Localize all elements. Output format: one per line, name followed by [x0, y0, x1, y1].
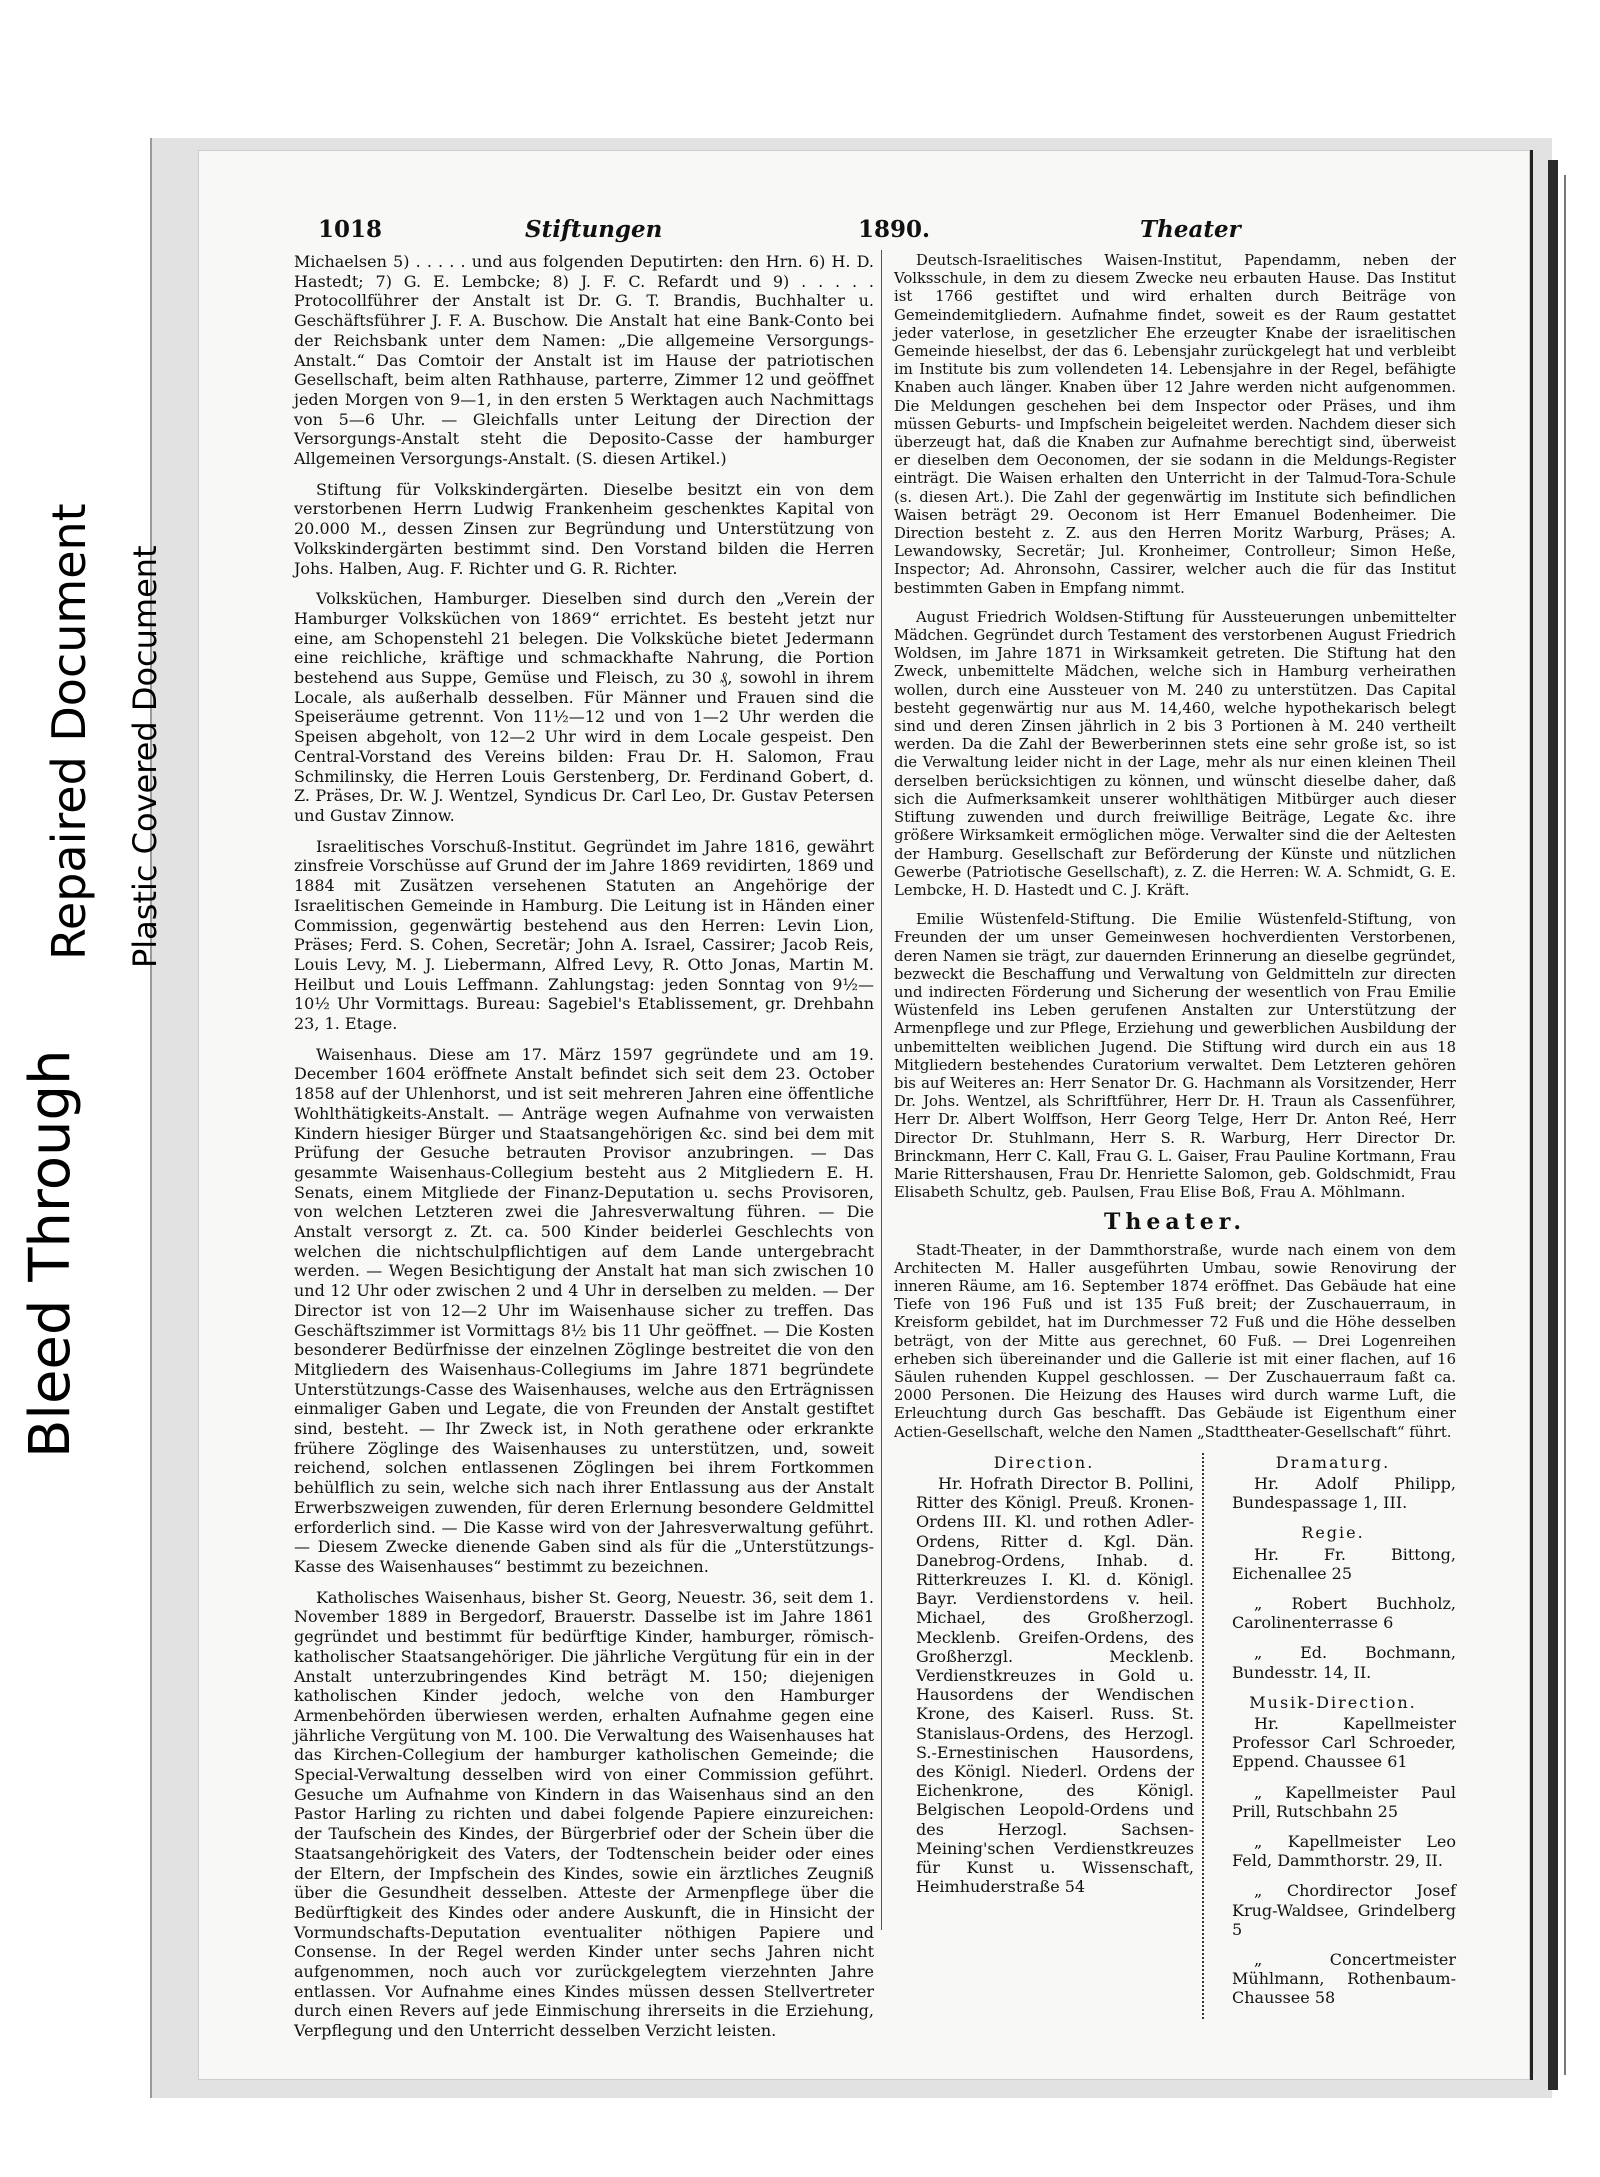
musik-entry: „ Concertmeister Mühlmann, Rothenbaum-Chaussee 58: [1232, 1950, 1456, 2008]
section-heading-theater: Theater.: [1103, 1209, 1246, 1236]
musik-entry: Hr. Kapellmeister Professor Carl Schroeder, Eppend. Chaussee 61: [1232, 1714, 1456, 1772]
regie-heading: Regie.: [1301, 1523, 1365, 1543]
musik-heading: Musik-Direction.: [1249, 1692, 1417, 1712]
paragraph-wuestenfeld-stiftung: Emilie Wüstenfeld-Stiftung. Die Emilie Wüstenfeld-Stiftung, von Freunden der um unser Gemeinwesen hochverdienten Verstorbenen, deren Namen sie trägt, zur dauernden Erinnerung an dieselbe gegründet, bezweckt die Beschaffung und Verwaltung von Geldmitteln zur directen und indirecten Förderung und Sicherung der wesentlich von Frau Emilie Wüstenfeld ins Leben gerufenen Anstalten zur Unterstützung der Armenpflege und zur Pflege, Erziehung und gewerblichen Ausbildung der unbemittelten weiblichen Jugend. Die Stiftung wird durch ein aus 18 Mitgliedern bestehendes Curatorium verwaltet. Dem Letzteren gehören bis auf Weiteres an: Herr Senator Dr. G. Hachmann als Vorsitzender, Herr Dr. Johs. Wentzel, als Schriftführer, Herr Dr. H. Traun als Cassenführer, Herr Dr. Albert Wolffson, Herr Georg Telge, Herr Dr. Anton Reé, Herr Director Dr. Stuhlmann, Herr S. R. Warburg, Herr Director Dr. Brinckmann, Herr C. Kall, Frau G. L. Gaiser, Frau Pauline Kortmann, Frau Marie Rittershausen, Frau Dr. Henriette Salomon, geb. Goldschmidt, Frau Elisabeth Schultz, geb. Paulsen, Frau Elise Boß, Frau A. Möhlmann.: [894, 911, 1456, 1202]
direction-heading: Direction.: [993, 1452, 1095, 1472]
left-column: [294, 252, 874, 2052]
musik-entry: „ Kapellmeister Leo Feld, Dammthorstr. 29, II.: [1232, 1832, 1456, 1871]
running-head-right: Theater: [1140, 216, 1241, 243]
staff-other-column: [1204, 1453, 1456, 2019]
page-number: 1018: [318, 216, 383, 243]
page-edge-shadow: [1548, 160, 1558, 2090]
label-repaired-document: Repaired Document: [42, 503, 96, 960]
regie-entry: „ Robert Buchholz, Carolinenterrasse 6: [1232, 1594, 1456, 1633]
page-edge-line: [1564, 175, 1566, 2075]
running-head-year: 1890.: [858, 216, 931, 243]
paragraph-waisen-institut: Deutsch-Israelitisches Waisen-Institut, Papendamm, neben der Volksschule, in dem zu diesem Zwecke neu erbauten Hause. Das Institut ist 1766 gestiftet und wird erhalten durch Beiträge von Gemeindemitgliedern. Aufnahme findet, soweit es der Raum gestattet jeder vaterlose, in gesetzlicher Ehe erzeugter Knabe der israelitischen Gemeinde hieselbst, der das 6. Lebensjahr zurückgelegt hat und verbleibt im Institute bis zum vollendeten 14. Lebensjahre in der Regel, befähigte Knaben auch länger. Knaben über 12 Jahre werden nicht aufgenommen. Die Meldungen geschehen bei dem Inspector oder Präses, und ihm müssen Geburts- und Impfschein beigeleitet werden. Nachdem dieser sich überzeugt hat, daß die Knaben zur Aufnahme berechtigt sind, überweist er dieselben dem Oeconomen, der sie sodann in die Meldungs-Register einträgt. Die Waisen erhalten den Unterricht in der Talmud-Tora-Schule (s. diesen Art.). Die Zahl der gegenwärtig im Institute sich befindlichen Waisen beträgt 29. Oeconom ist Herr Emanuel Bodenheimer. Die Direction besteht z. Z. aus den Herren Moritz Warburg, Präses; A. Lewandowsky, Secretär; Jul. Kronheimer, Controlleur; Simon Heße, Inspector; Ad. Ahronsohn, Cassirer, welcher auch die für das Institut bestimmten Gaben in Empfang nimmt.: [894, 252, 1456, 597]
musik-entry: „ Chordirector Josef Krug-Waldsee, Grindelberg 5: [1232, 1881, 1456, 1939]
label-bleed-through: Bleed Through: [18, 1049, 83, 1458]
musik-entry: „ Kapellmeister Paul Prill, Rutschbahn 25: [1232, 1782, 1456, 1821]
running-head-left: Stiftungen: [525, 216, 663, 243]
dramaturg-heading: Dramaturg.: [1275, 1452, 1391, 1472]
paragraph-volkskuechen: Volksküchen, Hamburger. Dieselben sind durch den „Verein der Hamburger Volksküchen von 1869“ errichtet. Es besteht jetzt nur eine, am Schopenstehl 21 belegen. Die Volksküche bietet Jedermann eine reichliche, kräftige und schmackhafte Nahrung, die Portion bestehend aus Suppe, Gemüse und Fleisch, zu 30 ₰, sowohl in ihrem Locale, als außerhalb desselben. Für Männer und Frauen sind die Speiseräume getrennt. Von 11½—12 und von 1—2 Uhr werden die Speisen abgeholt, von 12—2 Uhr wird in dem Locale gespeist. Den Central-Vorstand des Vereins bilden: Frau Dr. H. Salomon, Frau Schmilinsky, die Herren Louis Gerstenberg, Dr. Ferdinand Gobert, d. Z. Präses, Dr. W. J. Wentzel, Syndicus Dr. Carl Leo, Dr. Gustav Petersen und Gustav Zinnow.: [294, 589, 874, 825]
direction-entry: Hr. Hofrath Director B. Pollini, Ritter des Königl. Preuß. Kronen-Ordens III. Kl. und rothen Adler-Ordens, Ritter d. Kgl. Dän. Danebrog-Ordens, Inhab. d. Ritterkreuzes I. Kl. d. Königl. Bayr. Verdienstordens v. heil. Michael, des Großherzogl. Mecklenb. Greifen-Ordens, des Großherzgl. Mecklenb. Verdienstkreuzes in Gold u. Hausordens der Wendischen Krone, des Kaiserl. Russ. St. Stanislaus-Ordens, des Herzogl. S.-Ernestinischen Hausordens, des Königl. Niederl. Ordens der Eichenkrone, des Königl. Belgischen Leopold-Ordens und des Herzogl. Sachsen-Meining'schen Verdienstkreuzes für Kunst u. Wissenschaft, Heimhuderstraße 54: [916, 1474, 1194, 1897]
paragraph-versorgungs-anstalt: Michaelsen 5) . . . . . und aus folgenden Deputirten: den Hrn. 6) H. D. Hastedt; 7) G. E. Lembcke; 8) J. F. C. Refardt und 9) . . . . . Protocollführer der Anstalt ist Dr. G. T. Brandis, Buchhalter u. Geschäftsführer J. F. A. Buschow. Die Anstalt hat eine Bank-Conto bei der Reichsbank unter dem Namen: „Die allgemeine Versorgungs-Anstalt.“ Das Comtoir der Anstalt ist im Hause der patriotischen Gesellschaft, beim alten Rathhause, parterre, Zimmer 12 und geöffnet jeden Morgen von 9—1, in den ersten 5 Werktagen auch Nachmittags von 5—6 Uhr. — Gleichfalls unter Leitung der Direction der Versorgungs-Anstalt steht die Deposito-Casse der hamburger Allgemeinen Versorgungs-Anstalt. (S. diesen Artikel.): [294, 252, 874, 469]
paragraph-waisenhaus: Waisenhaus. Diese am 17. März 1597 gegründete und am 19. December 1604 eröffnete Anstalt befindet sich seit dem 23. October 1858 auf der Uhlenhorst, und ist seit mehreren Jahren eine öffentliche Wohlthätigkeits-Anstalt. — Anträge wegen Aufnahme von verwaisten Kindern hiesiger Bürger und Staatsangehörigen &c. sind bei dem mit Prüfung der Gesuche betrauten Provisor anzubringen. — Das gesammte Waisenhaus-Collegium besteht aus 2 Mitgliedern E. H. Senats, einem Mitgliede der Finanz-Deputation u. sechs Provisoren, von welchen Letzteren zwei die Jahresverwaltung führen. — Die Anstalt versorgt z. Zt. ca. 500 Kinder beiderlei Geschlechts von welchen die nichtschulpflichtigen auf dem Lande untergebracht werden. — Wegen Besichtigung der Anstalt hat man sich zwischen 10 und 12 Uhr oder zwischen 2 und 4 Uhr in derselben zu melden. — Der Director ist von 12—2 Uhr im Waisenhause sicher zu treffen. Das Geschäftszimmer ist Vormittags 8½ bis 11 Uhr geöffnet. — Die Kosten besonderer Bedürfnisse der einzelnen Zöglinge bestreitet die von den Mitgliedern des Waisenhaus-Collegiums im Jahre 1871 begründete Unterstützungs-Casse des Waisenhauses, welche aus den Erträgnissen einmaliger Gaben und Legate, die von Freunden der Anstalt gestiftet sind, besteht. — Ihr Zweck ist, in Noth gerathene oder erkrankte frühere Zöglinge des Waisenhauses zu unterstützen, und, soweit reichend, solchen entlassenen Zöglingen bei ihrem Fortkommen behülflich zu sein, welche sich nach ihrer Entlassung aus der Anstalt Erwerbszweigen zuwenden, für deren Erlernung besondere Geldmittel erforderlich sind. — Die Kasse wird von der Jahresverwaltung geführt. — Diesem Zwecke dienende Gaben sind als für die „Unterstützungs-Kasse des Waisenhauses“ bestimmt zu bezeichnen.: [294, 1044, 874, 1576]
dramaturg-entry: Hr. Adolf Philipp, Bundespassage 1, III.: [1232, 1474, 1456, 1513]
theatre-staff-table: [894, 1453, 1456, 2019]
paragraph-woldsen-stiftung: August Friedrich Woldsen-Stiftung für Aussteuerungen unbemittelter Mädchen. Gegründet durch Testament des verstorbenen August Friedrich Woldsen, im Jahre 1871 in Wirksamkeit getreten. Die Stiftung hat den Zweck, unbemittelte Mädchen, welche sich in Hamburg verheirathen wollen, durch eine Aussteuer von M. 240 zu unterstützen. Das Capital besteht gegenwärtig nur aus M. 14,460, welche hypothekarisch belegt sind und deren Zinsen jährlich in 2 bis 3 Portionen à M. 240 vertheilt werden. Da die Zahl der Bewerberinnen stets eine sehr große ist, so ist die Verwaltung leider nicht in der Lage, mehr als nur einen kleinen Theil derselben berücksichtigen zu können, und wünscht dieselbe daher, daß sich die Aufmerksamkeit unserer wohlthätigen Mitbürger auch dieser Stiftung zuwenden und durch freiwillige Beiträge, Legate &c. ihre größere Wirksamkeit ermöglichen möge. Verwalter sind die der Aeltesten der Hamburg. Gesellschaft zur Beförderung der Künste und nützlichen Gewerbe (Patriotische Gesellschaft), z. Z. die Herren: W. A. Schmidt, G. E. Lembcke, H. D. Hastedt und C. J. Kräft.: [894, 608, 1456, 899]
regie-entry: Hr. Fr. Bittong, Eichenallee 25: [1232, 1544, 1456, 1583]
right-column: [894, 252, 1456, 2019]
paragraph-volkskindergaerten: Stiftung für Volkskindergärten. Dieselbe besitzt ein von dem verstorbenen Herrn Ludwig Frankenheim geschenktes Kapital von 20.000 M., dessen Zinsen zur Begründung und Unterstützung von Volkskindergärten bestimmt sind. Den Vorstand bilden die Herren Johs. Halben, Aug. F. Richter und G. R. Richter.: [294, 479, 874, 578]
paragraph-stadt-theater: Stadt-Theater, in der Dammthorstraße, wurde nach einem von dem Architecten M. Haller ausgeführten Umbau, sowie Renovirung der inneren Räume, am 16. September 1874 eröffnet. Das Gebäude hat eine Tiefe von 196 Fuß und ist 135 Fuß breit; der Zuschauerraum, in Kreisform gebildet, hat im Durchmesser 72 Fuß und die Höhe desselben beträgt, von der Mitte aus gerechnet, 60 Fuß. — Drei Logenreihen erheben sich übereinander und die Gallerie ist mit einer flachen, auf 16 Säulen ruhenden Kuppel geschlossen. — Der Zuschauerraum faßt ca. 2000 Personen. Die Heizung des Hauses wird durch warme Luft, die Erleuchtung durch Gas beschafft. Das Gebäude ist Eigenthum einer Actien-Gesellschaft, welche den Namen „Stadttheater-Gesellschaft“ führt.: [894, 1241, 1456, 1441]
label-plastic-covered: Plastic Covered Document: [126, 545, 164, 968]
paragraph-katholisches-waisenhaus: Katholisches Waisenhaus, bisher St. Georg, Neuestr. 36, seit dem 1. November 1889 in Bergedorf, Brauerstr. Dasselbe ist im Jahre 1861 gegründet und bestimmt für bedürftige Kinder, hamburger, römisch-katholischer Staatsangehöriger. Die jährliche Vergütung für ein in der Anstalt unterzubringendes Kind beträgt M. 150; diejenigen katholischen Kinder jedoch, welche von den Hamburger Armenbehörden überwiesen werden, erhalten Aufnahme gegen eine jährliche Vergütung von M. 100. Die Verwaltung des Waisenhauses hat das Kirchen-Collegium der hamburger katholischen Gemeinde; die Special-Verwaltung desselben wird von einer Commission geführt. Gesuche um Aufnahme von Kindern in das Waisenhaus sind an den Pastor Harling zu richten und dabei folgende Papiere einzureichen: der Taufschein des Kindes, der Bürgerbrief oder der Schein über die Staatsangehörigkeit des Vaters, der Todtenschein beider oder eines der Eltern, der Impfschein des Kindes, sowie ein ärztliches Zeugniß über die Gesundheit desselben. Atteste der Armenpflege über die Bedürftigkeit des Kindes oder andere Auskunft, die in Hinsicht der Vormundschafts-Deputation eventualiter nöthigen Papiere und Consense. In der Regel werden Kinder unter sechs Jahren nicht aufgenommen, noch auch vor zurückgelegtem vierzehnten Jahre entlassen. Vor Aufnahme eines Kindes müssen dessen Stellvertreter durch einen Revers auf jede Einmischung ihrerseits in die Erziehung, Verpflegung und den Unterricht desselben Verzicht leisten.: [294, 1587, 874, 2041]
staff-direction-column: [894, 1453, 1204, 2019]
paragraph-vorschuss-institut: Israelitisches Vorschuß-Institut. Gegründet im Jahre 1816, gewährt zinsfreie Vorschüsse auf Grund der im Jahre 1869 revidirten, 1869 und 1884 mit Zusätzen versehenen Statuten an Angehörige der Israelitischen Gemeinde in Hamburg. Die Leitung ist in Händen einer Commission, gegenwärtig bestehend aus den Herren: Levin Lion, Präses; Ferd. S. Cohen, Secretär; John A. Israel, Cassirer; Jacob Reis, Louis Levy, M. J. Liebermann, Alfred Levy, R. Otto Jonas, Martin M. Heilbut und Louis Leffmann. Zahlungstag: jeden Sonntag von 9½—10½ Uhr Vormittags. Bureau: Sagebiel's Etablissement, gr. Drehbahn 23, 1. Etage.: [294, 836, 874, 1034]
regie-entry: „ Ed. Bochmann, Bundesstr. 14, II.: [1232, 1643, 1456, 1682]
column-divider: [881, 250, 882, 1930]
